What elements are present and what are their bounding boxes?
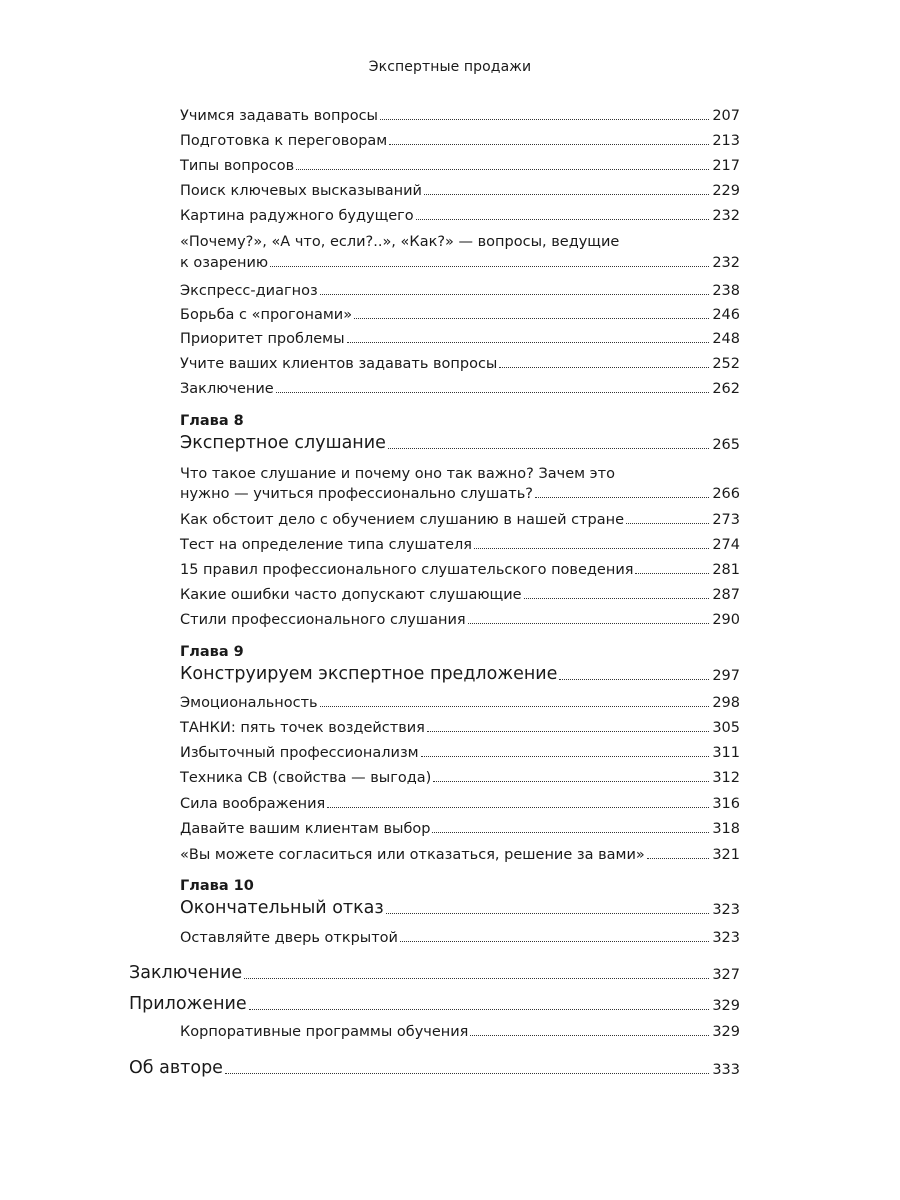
toc-entry-page: 281 — [712, 562, 740, 578]
toc-entry[interactable] — [180, 720, 740, 736]
leader-dots — [433, 781, 709, 782]
toc-entry-title-continued: к озарению — [180, 255, 269, 271]
toc-entry[interactable] — [180, 133, 740, 149]
toc-entry[interactable] — [180, 695, 740, 711]
leader-dots — [424, 194, 709, 195]
toc-entry-page: 248 — [712, 331, 740, 347]
toc-entry-page: 290 — [712, 612, 740, 628]
leader-dots — [524, 598, 710, 599]
toc-entry[interactable] — [180, 158, 740, 174]
leader-dots — [380, 119, 709, 120]
toc-entry[interactable] — [180, 562, 740, 578]
toc-entry[interactable] — [180, 183, 740, 199]
toc-entry-title: 15 правил профессионального слушательского поведения — [180, 562, 634, 578]
chapter-title: Экспертное слушание — [180, 433, 386, 453]
toc-entry-page: 273 — [712, 512, 740, 528]
toc-entry-page: 213 — [712, 133, 740, 149]
toc-entry-title: Борьба с «прогонами» — [180, 307, 353, 323]
leader-dots — [400, 941, 709, 942]
toc-entry-page: 252 — [712, 356, 740, 372]
toc-entry-page: 207 — [712, 108, 740, 124]
leader-dots — [474, 548, 709, 549]
toc-entry-title: ТАНКИ: пять точек воздействия — [180, 720, 425, 736]
toc-entry-title: Поиск ключевых высказываний — [180, 183, 422, 199]
leader-dots — [427, 731, 709, 732]
leader-dots — [320, 706, 710, 707]
leader-dots — [296, 169, 709, 170]
leader-dots — [432, 832, 709, 833]
toc-entry-title: Экспресс-диагноз — [180, 283, 318, 299]
leader-dots — [225, 1073, 709, 1074]
toc-entry[interactable] — [180, 512, 740, 528]
toc-entry[interactable] — [180, 208, 740, 224]
toc-entry[interactable] — [180, 587, 740, 603]
toc-entry-page: 327 — [712, 967, 740, 983]
toc-entry[interactable] — [180, 108, 740, 124]
toc-entry-page: 323 — [712, 902, 740, 918]
toc-entry-title: «Вы можете согласиться или отказаться, решение за вами» — [180, 847, 645, 863]
toc-entry-title: Техника СВ (свойства — выгода) — [180, 770, 432, 786]
toc-entry-page: 217 — [712, 158, 740, 174]
toc-entry-title: Типы вопросов — [180, 158, 295, 174]
toc-entry[interactable] — [180, 234, 740, 271]
toc-entry-page: 229 — [712, 183, 740, 199]
section-title: Приложение — [129, 994, 247, 1014]
toc-entry[interactable] — [180, 796, 740, 812]
toc-entry[interactable] — [180, 331, 740, 347]
section-title: Заключение — [129, 963, 243, 983]
toc-entry-title: Оставляйте дверь открытой — [180, 930, 398, 946]
toc-entry-page: 297 — [712, 668, 740, 684]
chapter-title: Окончательный отказ — [180, 898, 384, 918]
toc-entry[interactable] — [180, 930, 740, 946]
toc-entry-page: 311 — [712, 745, 740, 761]
toc-entry-title: Как обстоит дело с обучением слушанию в нашей стране — [180, 512, 625, 528]
leader-dots — [276, 392, 710, 393]
toc-entry[interactable] — [180, 612, 740, 628]
toc-entry[interactable] — [180, 283, 740, 299]
toc-entry-page: 329 — [712, 998, 740, 1014]
toc-entry-page: 274 — [712, 537, 740, 553]
leader-dots — [647, 858, 710, 859]
leader-dots — [244, 978, 709, 979]
toc-entry[interactable] — [180, 537, 740, 553]
toc-entry-title: Стили профессионального слушания — [180, 612, 466, 628]
toc-entry-page: 323 — [712, 930, 740, 946]
leader-dots — [388, 448, 709, 449]
toc-entry[interactable] — [180, 770, 740, 786]
toc-entry-title: Подготовка к переговорам — [180, 133, 388, 149]
toc-entry[interactable] — [180, 307, 740, 323]
toc-entry-page: 333 — [712, 1062, 740, 1078]
toc-entry-title: Приоритет проблемы — [180, 331, 345, 347]
section-title: Об авторе — [129, 1058, 223, 1078]
leader-dots — [354, 318, 709, 319]
toc-entry-title: Давайте вашим клиентам выбор — [180, 821, 431, 837]
toc-entry-page: 316 — [712, 796, 740, 812]
toc-entry-page: 312 — [712, 770, 740, 786]
toc-entry-page: 321 — [712, 847, 740, 863]
toc-entry-title: Что такое слушание и почему оно так важно? Зачем это — [180, 466, 615, 482]
toc-entry-title-continued: нужно — учиться профессионально слушать? — [180, 486, 533, 502]
toc-entry-page: 246 — [712, 307, 740, 323]
leader-dots — [249, 1009, 710, 1010]
chapter-label: Глава 10 — [180, 878, 254, 894]
leader-dots — [386, 913, 710, 914]
toc-entry-page: 232 — [712, 255, 740, 271]
toc-chapter-entry[interactable] — [180, 664, 740, 684]
running-title: Экспертные продажи — [368, 59, 532, 75]
toc-entry-page: 266 — [712, 486, 740, 502]
leader-dots — [626, 523, 709, 524]
toc-entry[interactable] — [180, 821, 740, 837]
toc-entry-page: 238 — [712, 283, 740, 299]
toc-entry-page: 265 — [712, 437, 740, 453]
chapter-title: Конструируем экспертное предложение — [180, 664, 558, 684]
toc-entry-title: Заключение — [180, 381, 274, 397]
toc-entry-page: 318 — [712, 821, 740, 837]
toc-entry-title: Картина радужного будущего — [180, 208, 414, 224]
leader-dots — [468, 623, 710, 624]
toc-chapter-entry[interactable] — [180, 433, 740, 453]
toc-entry[interactable] — [180, 466, 740, 502]
toc-entry-title: Учите ваших клиентов задавать вопросы — [180, 356, 498, 372]
toc-entry[interactable] — [180, 847, 740, 863]
toc-entry[interactable] — [180, 356, 740, 372]
toc-entry-page: 287 — [712, 587, 740, 603]
leader-dots — [470, 1035, 709, 1036]
toc-top-entry[interactable] — [129, 1058, 740, 1078]
leader-dots — [320, 294, 710, 295]
toc-entry-title: Учимся задавать вопросы — [180, 108, 379, 124]
chapter-label: Глава 8 — [180, 413, 244, 429]
leader-dots — [416, 219, 710, 220]
toc-entry-title: Сила воображения — [180, 796, 326, 812]
toc-entry-page: 298 — [712, 695, 740, 711]
toc-entry-title: Тест на определение типа слушателя — [180, 537, 473, 553]
toc-entry-page: 305 — [712, 720, 740, 736]
toc-entry-title: Избыточный профессионализм — [180, 745, 419, 761]
leader-dots — [635, 573, 709, 574]
leader-dots — [559, 679, 709, 680]
toc-entry[interactable] — [180, 745, 740, 761]
toc-entry-title: Корпоративные программы обучения — [180, 1024, 469, 1040]
leader-dots — [421, 756, 710, 757]
toc-entry-page: 262 — [712, 381, 740, 397]
leader-dots — [327, 807, 709, 808]
toc-entry-title: Эмоциональность — [180, 695, 318, 711]
toc-entry[interactable] — [180, 381, 740, 397]
leader-dots — [499, 367, 709, 368]
leader-dots — [535, 497, 709, 498]
leader-dots — [389, 144, 709, 145]
toc-top-entry[interactable] — [129, 963, 740, 983]
toc-entry-title: Какие ошибки часто допускают слушающие — [180, 587, 522, 603]
leader-dots — [270, 266, 709, 267]
toc-entry-title: «Почему?», «А что, если?..», «Как?» — вопросы, ведущие — [180, 234, 620, 250]
toc-chapter-entry[interactable] — [180, 898, 740, 918]
chapter-label: Глава 9 — [180, 644, 244, 660]
leader-dots — [347, 342, 710, 343]
toc-entry[interactable] — [180, 1024, 740, 1040]
toc-entry-page: 232 — [712, 208, 740, 224]
toc-top-entry[interactable] — [129, 994, 740, 1014]
toc-entry-page: 329 — [712, 1024, 740, 1040]
